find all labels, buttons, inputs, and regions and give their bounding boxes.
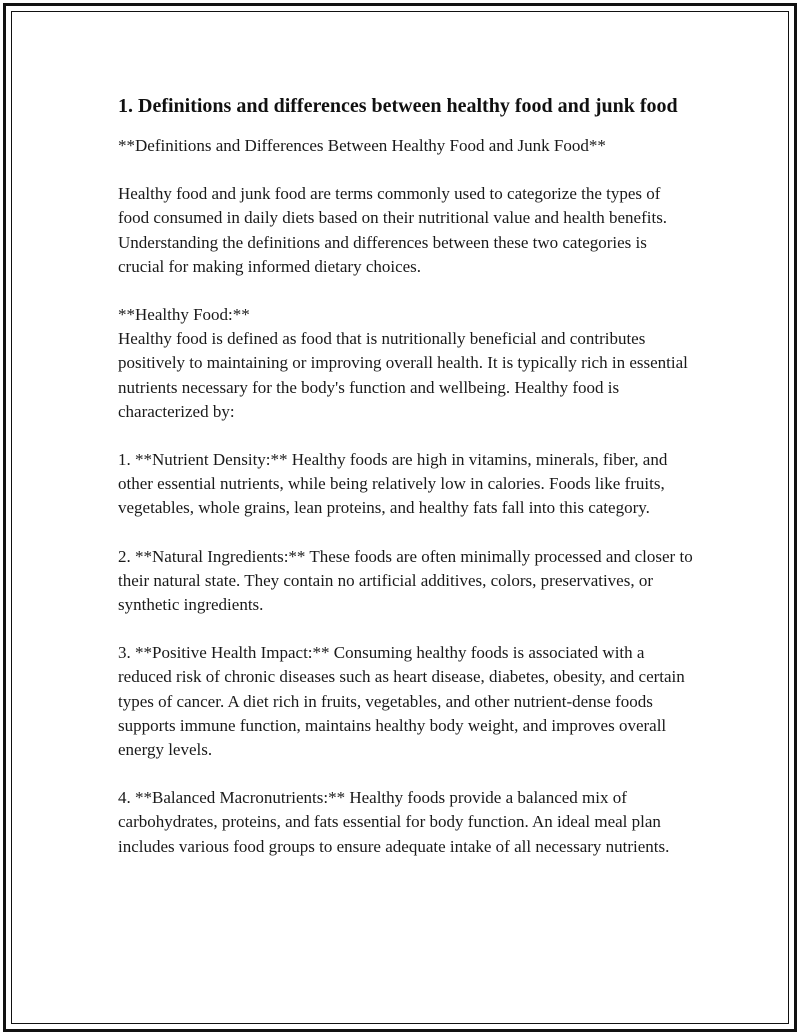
- paragraph-nutrient-density: 1. **Nutrient Density:** Healthy foods are high in vitamins, minerals, fiber, and other essential nutrients, while being relatively low in calories. Foods like fruits, vegetables, whole grains, lean proteins, and healthy fats fall into this category.: [118, 450, 668, 518]
- document-body: [118, 93, 693, 883]
- paragraph-subtitle: **Definitions and Differences Between Healthy Food and Junk Food**: [118, 136, 606, 155]
- paragraph-positive-health-impact: 3. **Positive Health Impact:** Consuming healthy foods is associated with a reduced risk of chronic diseases such as heart disease, diabetes, obesity, and certain types of cancer. A diet rich in fruits, vegetables, and other nutrient-dense foods supports immune function, maintains healthy body weight, and improves overall energy levels.: [118, 643, 685, 760]
- paragraph-natural-ingredients: 2. **Natural Ingredients:** These foods are often minimally processed and closer to their natural state. They contain no artificial additives, colors, preservatives, or synthetic ingredients.: [118, 546, 693, 615]
- paragraph-healthy-food: **Healthy Food:** Healthy food is defined as food that is nutritionally beneficial and contributes positively to maintaining or improving overall health. It is typically rich in essential nutrients necessary for the body's function and wellbeing. Healthy food is characterized by:: [118, 305, 688, 421]
- paragraph-intro: Healthy food and junk food are terms commonly used to categorize the types of food consumed in daily diets based on their nutritional value and health benefits. Understanding the definitions and differences between these two categories is crucial for making informed dietary choices.: [118, 184, 668, 276]
- paragraph-balanced-macronutrients: 4. **Balanced Macronutrients:** Healthy foods provide a balanced mix of carbohydrates, proteins, and fats essential for body function. An ideal meal plan includes various food groups to ensure adequate intake of all necessary nutrients.: [118, 788, 670, 856]
- section-heading: 1. Definitions and differences between healthy food and junk food: [118, 95, 678, 117]
